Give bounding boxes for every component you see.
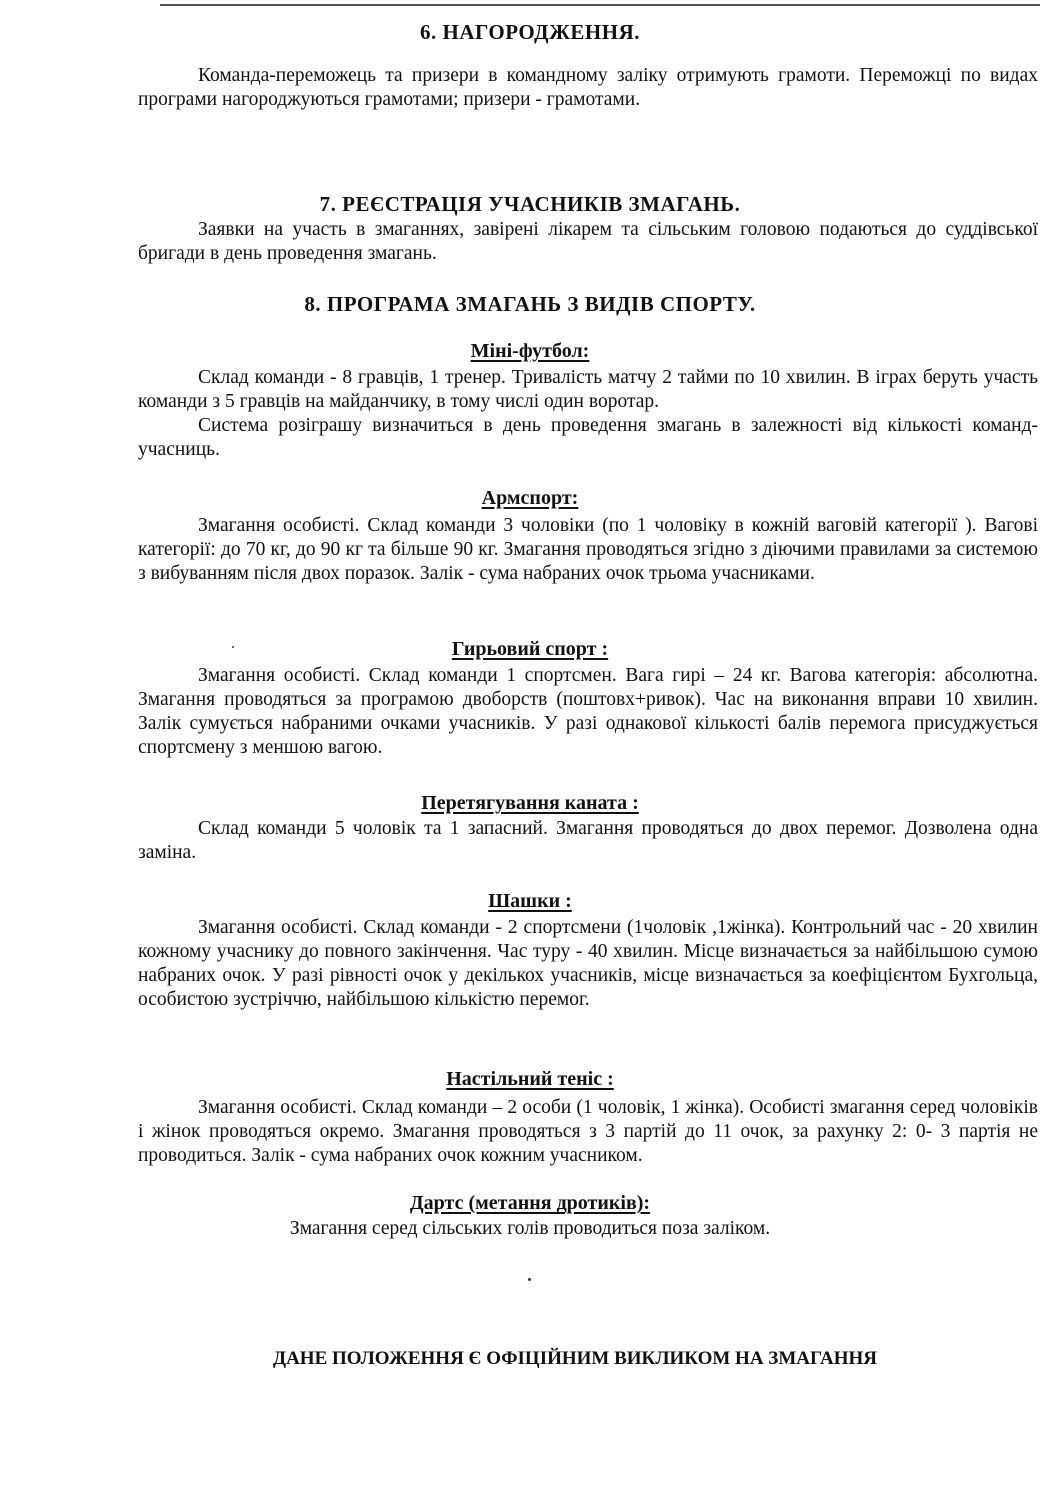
scan-speck xyxy=(528,1278,531,1281)
paragraph-minifootball-system: Система розіграшу визначиться в день проведення змагань в залежності від кількості команд-учасниць. xyxy=(138,415,1038,460)
paragraph-darts: Змагання серед сільських голів проводиться поза заліком. xyxy=(289,1218,771,1239)
paragraph-armsport: Змагання особисті. Склад команди 3 чоловіки (по 1 чоловіку в кожній ваговій категорії ). Вагові категорії: до 70 кг, до 90 кг та більше 90 кг. Змагання проводяться згідно з діючими правилами за системою з вибуванням після двох поразок. Залік - сума набраних очок трьома учасниками. xyxy=(138,515,1038,584)
scan-edge-line xyxy=(160,4,1040,6)
paragraph-minifootball-rules: Склад команди - 8 гравців, 1 тренер. Тривалість матчу 2 тайми по 10 хвилин. В іграх беруть участь команди з 5 гравців на майданчику, в тому числі один воротар. xyxy=(138,367,1038,412)
paragraph-kettlebell: Змагання особисті. Склад команди 1 спортсмен. Вага гирі – 24 кг. Вагова категорія: абсолютна. Змагання проводяться за програмою двоборств (поштовх+ривок). Час на виконання вправи 10 хвилин. Залік сумується набраними очками учасників. У разі однакової кількості балів перемога присуджується спортсмену з меншою вагою. xyxy=(138,665,1038,758)
section-title-registration: 7. РЕЄСТРАЦІЯ УЧАСНИКІВ ЗМАГАНЬ. xyxy=(319,192,741,216)
paragraph-registration: Заявки на участь в змаганнях, завірені лікарем та сільським головою подаються до суддівської бригади в день проведення змагань. xyxy=(138,219,1038,264)
subheading-minifootball: Міні-футбол: xyxy=(470,340,590,362)
subheading-tug-of-war: Перетягування каната : xyxy=(421,792,639,814)
closing-statement: ДАНЕ ПОЛОЖЕННЯ Є ОФІЦІЙНИМ ВИКЛИКОМ НА ЗМАГАННЯ xyxy=(273,1348,877,1369)
subheading-darts: Дартс (метання дротиків): xyxy=(409,1192,651,1214)
section-title-program: 8. ПРОГРАМА ЗМАГАНЬ З ВИДІВ СПОРТУ. xyxy=(304,292,756,316)
paragraph-checkers: Змагання особисті. Склад команди - 2 спортсмени (1чоловік ,1жінка). Контрольний час - 20 хвилин кожному учаснику до повного закінчення. Час туру - 40 хвилин. Місце визначається за найбільшою сумою набраних очок. У разі рівності очок у декількох учасників, місце визначається за коефіцієнтом Бухгольца, особистою зустріччю, найбільшою кількістю перемог. xyxy=(138,917,1038,1010)
paragraph-awards: Команда-переможець та призери в командному заліку отримують грамоти. Переможці по видах програми нагороджуються грамотами; призери - грамотами. xyxy=(138,65,1038,110)
scan-speck xyxy=(232,646,234,648)
subheading-armsport: Армспорт: xyxy=(481,487,579,509)
paragraph-table-tennis: Змагання особисті. Склад команди – 2 особи (1 чоловік, 1 жінка). Особисті змагання серед чоловіків і жінок проводяться окремо. Змагання проводяться з 3 партій до 11 очок, за рахунку 2: 0- 3 партія не проводиться. Залік - сума набраних очок кожним учасником. xyxy=(138,1097,1038,1166)
section-title-awards: 6. НАГОРОДЖЕННЯ. xyxy=(420,20,640,44)
paragraph-tug-of-war: Склад команди 5 чоловік та 1 запасний. Змагання проводяться до двох перемог. Дозволена одна заміна. xyxy=(138,818,1038,863)
subheading-checkers: Шашки : xyxy=(488,890,572,912)
subheading-kettlebell: Гирьовий спорт : xyxy=(451,638,609,660)
subheading-table-tennis: Настільний теніс : xyxy=(446,1068,614,1090)
